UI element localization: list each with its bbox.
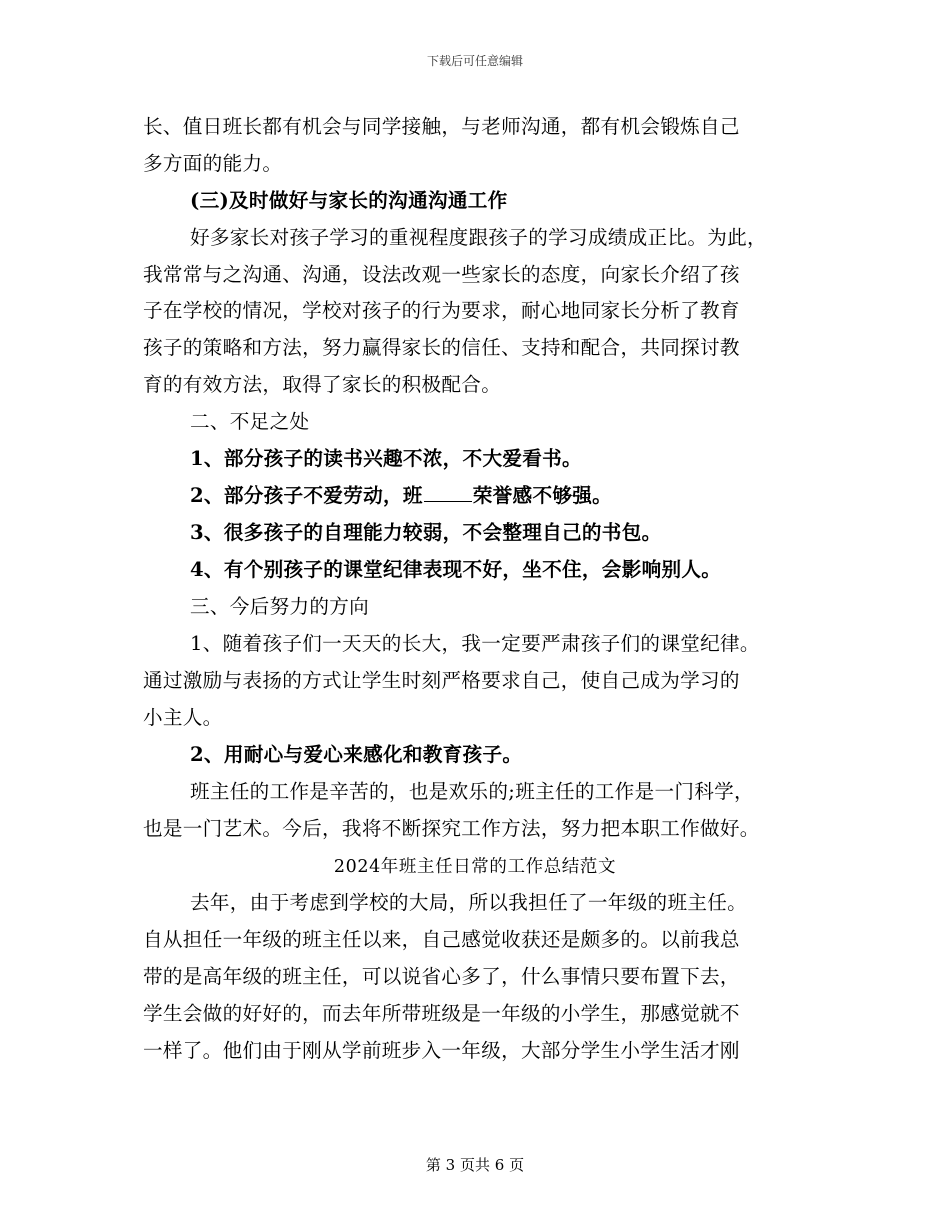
- paragraph-line: 一样了。他们由于刚从学前班步入一年级，大部分学生小学生活才刚: [143, 1039, 740, 1062]
- page-footer: 第 3 页共 6 页: [425, 1156, 525, 1174]
- list-item: 2、用耐心与爱心来感化和教育孩子。: [190, 743, 523, 766]
- paragraph-line: 孩子的策略和方法，努力赢得家长的信任、支持和配合，共同探讨教: [143, 336, 740, 359]
- paragraph-line: 自从担任一年级的班主任以来，自己感觉收获还是颇多的。以前我总: [143, 928, 740, 951]
- paragraph-line: 也是一门艺术。今后，我将不断探究工作方法，努力把本职工作做好。: [143, 817, 760, 840]
- list-item-text: 2、部分孩子不爱劳动，班: [190, 484, 423, 507]
- paragraph-line: 班主任的工作是辛苦的，也是欢乐的;班主任的工作是一门科学，: [190, 780, 754, 803]
- paragraph-line: 小主人。: [143, 706, 223, 729]
- paragraph-line: 多方面的能力。: [143, 152, 283, 175]
- list-item: 3、很多孩子的自理能力较弱，不会整理自己的书包。: [190, 521, 662, 544]
- paragraph-line: 通过激励与表扬的方式让学生时刻严格要求自己，使自己成为学习的: [143, 669, 740, 692]
- list-item: 1、部分孩子的读书兴趣不浓，不大爱看书。: [190, 447, 582, 470]
- blank-underline: [424, 483, 472, 502]
- section-heading: 二、不足之处: [190, 410, 310, 433]
- page-header: 下载后可任意编辑: [426, 54, 523, 68]
- section-heading: 三、今后努力的方向: [190, 595, 370, 618]
- section-heading: (三)及时做好与家长的沟通沟通工作: [190, 189, 508, 212]
- paragraph-line: 学生会做的好好的，而去年所带班级是一年级的小学生，那感觉就不: [143, 1002, 740, 1025]
- paragraph-line: 子在学校的情况，学校对孩子的行为要求，耐心地同家长分析了教育: [143, 299, 740, 322]
- paragraph-line: 好多家长对孩子学习的重视程度跟孩子的学习成绩成正比。为此，: [190, 226, 767, 249]
- paragraph-line: 1、随着孩子们一天天的长大，我一定要严肃孩子们的课堂纪律。: [190, 632, 760, 655]
- paragraph-line: 带的是高年级的班主任，可以说省心多了，什么事情只要布置下去，: [143, 965, 740, 988]
- list-item: [190, 483, 870, 509]
- list-item-text: 荣誉感不够强。: [472, 484, 613, 507]
- paragraph-line: 长、值日班长都有机会与同学接触，与老师沟通，都有机会锻炼自己: [143, 115, 740, 138]
- paragraph-line: 育的有效方法，取得了家长的积极配合。: [143, 373, 502, 396]
- paragraph-line: 去年，由于考虑到学校的大局，所以我担任了一年级的班主任。: [190, 891, 748, 914]
- document-title: 2024年班主任日常的工作总结范文: [333, 857, 617, 877]
- list-item: 4、有个别孩子的课堂纪律表现不好，坐不住，会影响别人。: [190, 558, 722, 581]
- paragraph-line: 我常常与之沟通、沟通，设法改观一些家长的态度，向家长介绍了孩: [143, 263, 740, 286]
